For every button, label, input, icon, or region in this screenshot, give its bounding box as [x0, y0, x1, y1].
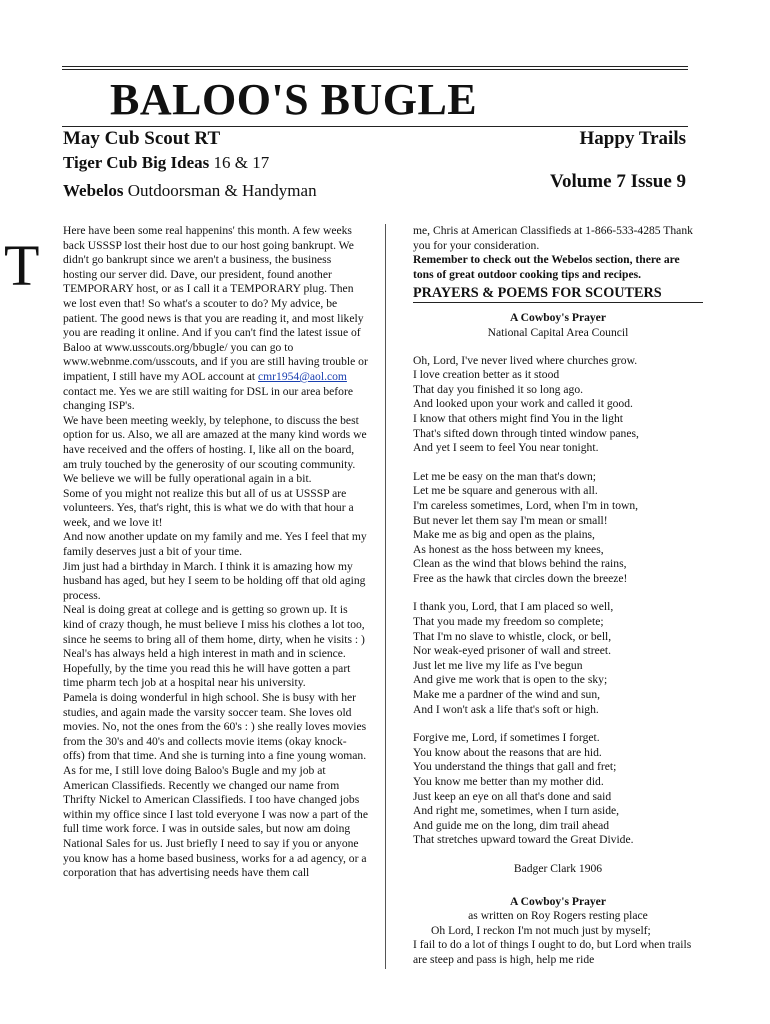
poem-line: And yet I seem to feel You near tonight.: [413, 441, 599, 455]
theme-title: Happy Trails: [579, 128, 686, 149]
volume-issue: Volume 7 Issue 9: [549, 171, 686, 192]
poem-title: A Cowboy's Prayer: [510, 894, 606, 908]
column-divider: [385, 224, 386, 969]
tiger-label: Tiger Cub Big Ideas: [63, 153, 210, 172]
article-column-left: [63, 224, 368, 881]
poem-line: Oh, Lord, I've never lived where churches grow.: [413, 353, 638, 367]
article-paragraph: Pamela is doing wonderful in high school. She is busy with her studies, and again made the varsity soccer team. She loves old movies. No, not the ones from the 60's : ) she really loves movies from the 30's and 40's and collects movie items (okay knock-offs) from that time. And she is turning into a fine young woman.: [63, 691, 367, 763]
poem-line: Let me be square and generous with all.: [413, 484, 598, 498]
poem-line: And I won't ask a life that's soft or high.: [413, 702, 599, 716]
masthead-rule-top-inner: [62, 69, 688, 70]
poem-line: Just let me live my life as I've begun: [413, 658, 583, 672]
poem-line: Nor weak-eyed prisoner of wall and street.: [413, 644, 611, 658]
masthead-title: BALOO'S BUGLE: [110, 75, 478, 124]
poem-stanza: [413, 354, 703, 456]
month-label: May Cub Scout RT: [63, 128, 221, 149]
poem-line: As honest as the hoss between my knees,: [413, 542, 604, 556]
article-column-right: [413, 224, 703, 968]
email-link[interactable]: cmr1954@aol.com: [258, 369, 347, 383]
article-paragraph: me, Chris at American Classifieds at 1-866-533-4285 Thank you for your consideration.: [413, 224, 693, 252]
poem-line: I'm careless sometimes, Lord, when I'm in town,: [413, 498, 639, 512]
poem-line: That stretches upward toward the Great Divide.: [413, 833, 634, 847]
article-paragraph: Jim just had a birthday in March. I think it is amazing how my husband has aged, but hey I seem to be holding off that old aging process.: [63, 559, 366, 602]
poem-line: You understand the things that gall and fret;: [413, 760, 617, 774]
poem-stanza: [413, 600, 703, 717]
poem-line: Let me be easy on the man that's down;: [413, 469, 597, 483]
poem-line: That's sifted down through tinted window panes,: [413, 426, 639, 440]
poem-line: I thank you, Lord, that I am placed so well,: [413, 600, 614, 614]
tiger-line: [63, 152, 317, 174]
poem-line: Oh Lord, I reckon I'm not much just by myself;: [431, 923, 651, 937]
webelos-label: Webelos: [63, 181, 124, 200]
article-paragraph: Some of you might not realize this but all of us at USSSP are volunteers. Yes, that's right, this is what we do with that hour a week, and we love it!: [63, 486, 354, 529]
poem-line: I love creation better as it stood: [413, 368, 560, 382]
issue-topics: [63, 128, 317, 202]
poem-author: Badger Clark 1906: [513, 861, 603, 875]
poem-line: And looked upon your work and called it good.: [413, 397, 633, 411]
poem-line: Just keep an eye on all that's done and said: [413, 789, 612, 803]
poem-source: as written on Roy Rogers resting place: [468, 909, 648, 923]
poem-line: Forgive me, Lord, if sometimes I forget.: [413, 731, 600, 745]
article-paragraph: As for me, I still love doing Baloo's Bugle and my job at American Classifieds. Recently we changed our name from Thrifty Nickel to American Classifieds. I too have changed jobs within my office since I last told everyone I was now a part of the full time work force. I was in outside sales, but now am doing National Sales for us. Just briefly I need to say if you or anyone you know has a home based business, works for a ad agency, or a corporation that has advertising needs have them call: [63, 763, 368, 880]
tiger-value: 16 & 17: [209, 153, 270, 172]
poem-line: And right me, sometimes, when I turn aside,: [413, 804, 620, 818]
poem-line: Make me as big and open as the plains,: [413, 528, 595, 542]
article-paragraph: [63, 224, 368, 414]
poem-source: National Capital Area Council: [487, 325, 629, 339]
article-text: Here have been some real happenins' this month. A few weeks back USSSP lost their host due to our host going bankrupt. We didn't go bankrupt since we aren't a business, the business hosting our server did. Dave, our president, found another TEMPORARY host, or as I call it a TEMPORARY plug. Then we lost even that! So what's a scouter to do? My advice, be patient. The good news is that you are reading it, and most likely you are reading it online. And if you can't find the latest issue of Baloo at www.usscouts.org/bbugle/ you can go to www.webnme.com/usscouts, and if you are still having trouble or impatient, I still have my AOL account at: [63, 224, 368, 383]
drop-cap: T: [4, 233, 40, 298]
article-text: contact me. Yes we are still waiting for DSL in our area before changing ISP's.: [63, 384, 353, 413]
poem-line: Make me a pardner of the wind and sun,: [413, 688, 601, 702]
article-paragraph: We have been meeting weekly, by telephone, to discuss the best option for us. Also, we all are amazed at the many kind words we have received and the offers of hosting. I, like all on the board, am truly touched by the generosity of our scouting community. We believe we will be fully operational again in a bit.: [63, 413, 367, 486]
masthead-rule-bottom: [62, 126, 688, 127]
webelos-value: Outdoorsman & Handyman: [123, 181, 317, 200]
poem-line: Free as the hawk that circles down the breeze!: [413, 571, 628, 585]
article-paragraph: Neal is doing great at college and is getting so grown up. It is kind of crazy though, he must believe I miss his clothes a lot too, since he seems to bring all of them home, dirty, when he visits : ) Neal's has always held a high interest in math and in science. Hopefully, by the time you read this he will have gotten a part time pharm tech job at a hospital near his university.: [63, 603, 365, 690]
poem-line: And give me work that is open to the sky;: [413, 673, 608, 687]
webelos-line: [63, 180, 317, 202]
article-paragraph: And now another update on my family and me. Yes I feel that my family deserves just a bit of your time.: [63, 530, 367, 559]
poem-stanza: [413, 731, 703, 848]
webelos-note: Remember to check out the Webelos section, there are tons of great outdoor cooking tips and recipes.: [413, 253, 680, 281]
poem-line: That you made my freedom so complete;: [413, 615, 604, 629]
poem-line: I know that others might find You in the light: [413, 411, 623, 425]
poem-title: A Cowboy's Prayer: [510, 311, 606, 325]
poem-line: And guide me on the long, dim trail ahead: [413, 818, 610, 832]
poem-line: That I'm no slave to whistle, clock, or bell,: [413, 629, 612, 643]
poem-line: Clean as the wind that blows behind the rains,: [413, 557, 627, 571]
masthead-rule-top: [62, 66, 688, 67]
poem-line: That day you finished it so long ago.: [413, 382, 584, 396]
section-heading: PRAYERS & POEMS FOR SCOUTERS: [413, 285, 703, 303]
issue-info: [550, 128, 686, 193]
poem-line: You know me better than my mother did.: [413, 775, 604, 788]
poem-stanza: [413, 470, 703, 587]
poem-line: You know about the reasons that are hid.: [413, 745, 602, 759]
poem-line: I fail to do a lot of things I ought to do, but Lord when trails are steep and pass is high, help me ride: [413, 938, 692, 966]
poem-line: But never let them say I'm mean or small!: [413, 513, 608, 527]
